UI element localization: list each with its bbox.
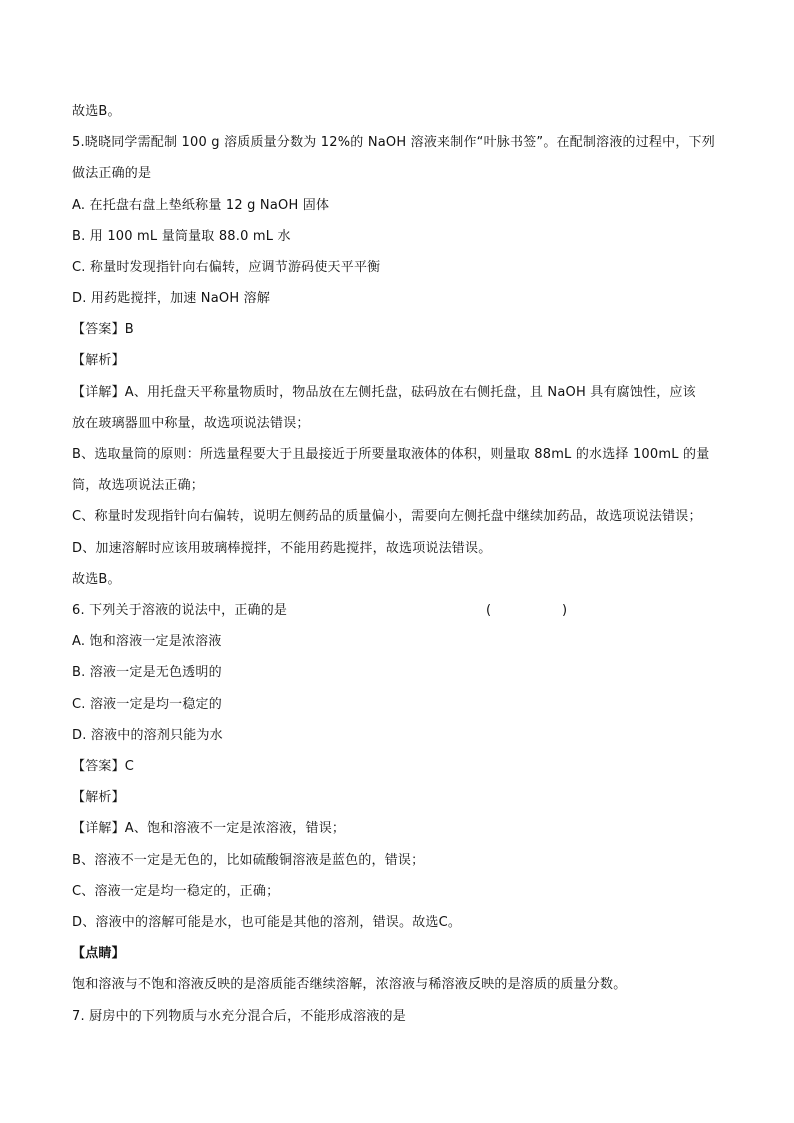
q6-detail-d: D、溶液中的溶解可能是水，也可能是其他的溶剂，错误。故选C。	[72, 915, 462, 930]
question-7-stem: 7. 厨房中的下列物质与水充分混合后，不能形成溶液的是	[72, 1009, 406, 1024]
q5-detail-b-cont: 筒，故选项说法正确；	[72, 478, 205, 493]
q6-option-c: C. 溶液一定是均一稳定的	[72, 697, 222, 712]
q5-detail-a: 【详解】A、用托盘天平称量物质时，物品放在左侧托盘，砝码放在右侧托盘，且 NaOH 具有腐蚀性，应该	[72, 385, 696, 400]
question-5-stem-cont: 做法正确的是	[72, 166, 152, 181]
q5-analysis-label: 【解析】	[72, 353, 125, 368]
q5-option-d: D. 用药匙搅拌，加速 NaOH 溶解	[72, 291, 271, 306]
question-6-stem: 6. 下列关于溶液的说法中，正确的是	[72, 603, 288, 618]
question-5-stem: 5.晓晓同学需配制 100 g 溶质质量分数为 12%的 NaOH 溶液来制作“叶脉书签”。在配制溶液的过程中，下列	[72, 135, 715, 150]
answer-conclusion-q5: 故选B。	[72, 572, 121, 587]
q6-detail-c: C、溶液一定是均一稳定的，正确；	[72, 884, 280, 899]
q6-answer-bracket-left: (	[486, 603, 492, 618]
q5-detail-c: C、称量时发现指针向右偏转，说明左侧药品的质量偏小，需要向左侧托盘中继续加药品，故选项说法错误；	[72, 509, 702, 524]
q6-key-point-label: 【点睛】	[72, 946, 125, 961]
q6-option-a: A. 饱和溶液一定是浓溶液	[72, 634, 222, 649]
q5-detail-d: D、加速溶解时应该用玻璃棒搅拌，不能用药匙搅拌，故选项说法错误。	[72, 541, 492, 556]
q6-key-point-text: 饱和溶液与不饱和溶液反映的是溶质能否继续溶解，浓溶液与稀溶液反映的是溶质的质量分数。	[72, 977, 627, 992]
answer-conclusion-q4: 故选B。	[72, 104, 121, 119]
q5-option-c: C. 称量时发现指针向右偏转，应调节游码使天平平衡	[72, 260, 381, 275]
q6-option-b: B. 溶液一定是无色透明的	[72, 665, 222, 680]
q5-detail-b: B、选取量筒的原则：所选量程要大于且最接近于所要量取液体的体积，则量取 88mL 的水选择 100mL 的量	[72, 447, 710, 462]
q6-option-d: D. 溶液中的溶剂只能为水	[72, 728, 223, 743]
q5-option-b: B. 用 100 mL 量筒量取 88.0 mL 水	[72, 229, 291, 244]
q5-detail-a-cont: 放在玻璃器皿中称量，故选项说法错误；	[72, 416, 310, 431]
q6-answer-bracket-right: )	[562, 603, 568, 618]
q5-answer-label: 【答案】B	[72, 322, 134, 337]
q6-analysis-label: 【解析】	[72, 790, 125, 805]
q5-option-a: A. 在托盘右盘上垫纸称量 12 g NaOH 固体	[72, 198, 330, 213]
q6-detail-a: 【详解】A、饱和溶液不一定是浓溶液，错误；	[72, 821, 346, 836]
q6-detail-b: B、溶液不一定是无色的，比如硫酸铜溶液是蓝色的，错误；	[72, 853, 425, 868]
q6-answer-label: 【答案】C	[72, 759, 135, 774]
